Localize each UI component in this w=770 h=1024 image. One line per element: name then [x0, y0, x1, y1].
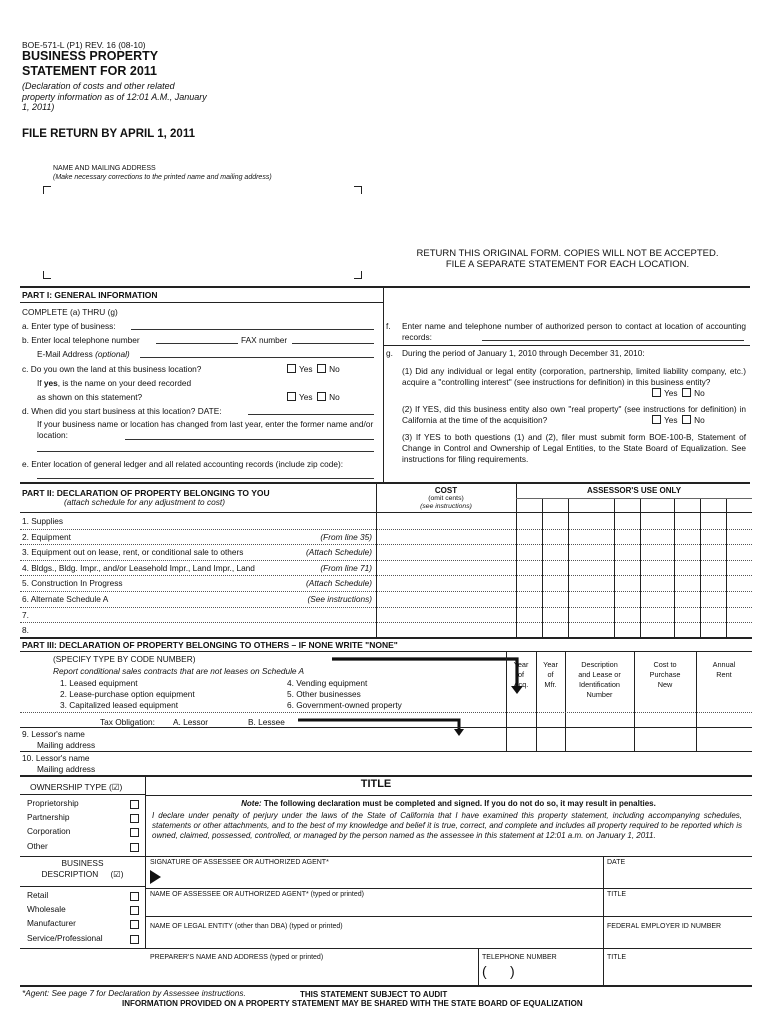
option-label: Retail: [27, 890, 49, 900]
title-field[interactable]: [607, 900, 747, 914]
arrow-to-columns-icon: [330, 652, 530, 702]
note-label: Note:: [241, 799, 262, 808]
option-label: Other: [27, 840, 48, 851]
col-annual-rent: [696, 660, 752, 680]
divider: [20, 712, 752, 713]
declaration-text: I declare under penalty of perjury under the laws of the State of California that I have examined this property statement, including accompanying schedules, statements or other attachments, and to the best of my knowledge and belief it is true, correct, and complete and includes all property required to be reported which is owned, claimed, possessed, controlled, or managed by the person named as the assessee in this statement at 12:01 a.m. on January 1, 2011.: [152, 811, 742, 840]
lessor-10-address: Mailing address: [37, 764, 96, 774]
cost-input[interactable]: [378, 515, 514, 528]
see-text: (see instructions): [420, 503, 472, 510]
q-b-label: b. Enter local telephone number: [22, 335, 140, 345]
footer-agent-note: *Agent: See page 7 for Declaration by Assessee instructions.: [22, 988, 246, 998]
q-c-as: as shown on this statement?: [37, 392, 143, 402]
part2-subtitle: (attach schedule for any adjustment to cost): [64, 497, 225, 507]
column-divider: [603, 916, 604, 948]
return-notice: [390, 248, 745, 270]
business-type-input[interactable]: [131, 329, 374, 330]
fein-label: FEDERAL EMPLOYER ID NUMBER: [607, 923, 722, 930]
option-label: Partnership: [27, 812, 70, 823]
fein-field[interactable]: [607, 932, 747, 946]
cost-input[interactable]: [378, 577, 514, 590]
divider: [20, 794, 145, 795]
name-address-label: NAME AND MAILING ADDRESS: [53, 165, 156, 172]
email-input[interactable]: [140, 357, 374, 358]
part2-row-note: (Attach Schedule): [306, 547, 372, 558]
no-text: No: [694, 388, 705, 398]
business-description-title: [20, 858, 145, 880]
cost-input[interactable]: [378, 593, 514, 606]
grid-line: [700, 498, 701, 639]
divider: [20, 886, 145, 887]
divider: [20, 751, 752, 752]
q-g-text: During the period of January 1, 2010 through December 31, 2010:: [402, 348, 645, 358]
part2-row-label: 4. Bldgs., Bldg. Impr., and/or Leasehold Impr., Land Impr., Land: [22, 562, 255, 573]
option-checkbox[interactable]: [130, 828, 139, 837]
declaration-title: TITLE: [360, 778, 392, 790]
lessee-option[interactable]: B. Lessee: [248, 717, 285, 727]
preparer-label: PREPARER'S NAME AND ADDRESS (typed or printed): [150, 954, 324, 961]
date-field[interactable]: [607, 868, 747, 886]
deadline: FILE RETURN BY APRIL 1, 2011: [22, 128, 195, 140]
type-6: 6. Government-owned property: [287, 700, 402, 710]
corner-mark: [354, 186, 362, 194]
yes-text: Yes: [664, 388, 678, 398]
grid-line: [542, 498, 543, 639]
title2-label: TITLE: [607, 954, 627, 961]
name-address-note: (Make necessary corrections to the printed name and mailing address): [53, 174, 272, 181]
former-name-input[interactable]: [125, 439, 374, 440]
hdr-line: Acq.: [513, 680, 529, 689]
q-f-num: f.: [386, 321, 391, 331]
g2-options: [652, 415, 705, 425]
col-cost-new: [634, 660, 696, 690]
signature-label: SIGNATURE OF ASSESSEE OR AUTHORIZED AGENT*: [150, 859, 329, 866]
part2-title: PART II: DECLARATION OF PROPERTY BELONGING TO YOU: [22, 488, 270, 498]
q-g3-text: (3) If YES to both questions (1) and (2), filer must submit form BOE-100-B, Statement of Change in Control and Ownership of Legal Entities, to the State Board of Equalization. See instructions for filing requirements.: [402, 432, 746, 464]
lessor-10-input[interactable]: [112, 753, 506, 775]
lessor-9-input[interactable]: [112, 729, 506, 751]
cost-input[interactable]: [378, 609, 514, 622]
footer-shared: INFORMATION PROVIDED ON A PROPERTY STATEMENT MAY BE SHARED WITH THE STATE BOARD OF EQUALIZATION: [122, 999, 583, 1008]
part2-row: [22, 514, 375, 529]
grid-line: [726, 498, 727, 639]
hdr-line: Year: [543, 660, 558, 669]
q-c-label: c. Do you own the land at this business location?: [22, 364, 202, 374]
lessor-option[interactable]: A. Lessor: [173, 717, 209, 727]
land-owned-options: [287, 364, 340, 374]
legal-entity-field[interactable]: [150, 932, 600, 946]
type-3: 3. Capitalized leased equipment: [60, 700, 179, 710]
hdr-line: Mfr.: [544, 680, 557, 689]
part2-row: [22, 561, 375, 576]
optional-text: (optional): [95, 349, 130, 359]
no-text: No: [329, 364, 340, 374]
g1-yes-checkbox[interactable]: [652, 388, 661, 397]
option-checkbox[interactable]: [130, 892, 139, 901]
grid-line: [640, 498, 641, 639]
g1-no-checkbox[interactable]: [682, 388, 691, 397]
ownership-title: OWNERSHIP TYPE (☑): [30, 782, 123, 792]
hdr-line: Rent: [716, 670, 732, 679]
divider: [145, 856, 752, 857]
divider: [20, 985, 752, 987]
q-g2-text: (2) If YES, did this business entity also own "real property" (see instructions for definition) in California at the time of the acquisition?: [402, 404, 746, 425]
part3-title: PART III: DECLARATION OF PROPERTY BELONGING TO OTHERS – IF NONE WRITE "NONE": [22, 640, 398, 650]
hdr-line: Identification: [579, 680, 620, 689]
part2-row: [22, 576, 375, 591]
assessor-header: ASSESSOR'S USE ONLY: [586, 486, 682, 495]
date-label: DATE: [607, 859, 626, 866]
return-line2: FILE A SEPARATE STATEMENT FOR EACH LOCATION.: [445, 259, 690, 270]
fax-input[interactable]: [292, 343, 374, 344]
no-text: No: [329, 392, 340, 402]
part2-row: [22, 623, 375, 638]
bd-title2: DESCRIPTION: [41, 869, 99, 879]
part2-row-label: 8.: [22, 625, 29, 636]
former-location-input[interactable]: [37, 451, 374, 452]
cost-input[interactable]: [378, 546, 514, 559]
hdr-line: Cost to: [653, 660, 677, 669]
grid-line: [614, 498, 615, 639]
deed-options: [287, 392, 340, 402]
signature-field[interactable]: [166, 867, 600, 885]
q-f-text: Enter name and telephone number of authorized person to contact at location of accounting records:: [402, 321, 746, 342]
option-label: Service/Professional: [27, 932, 103, 943]
tax-obligation-label: Tax Obligation:: [100, 717, 155, 727]
email-text: E-Mail Address: [37, 349, 93, 359]
option-label: Proprietorship: [27, 798, 79, 808]
divider: [145, 795, 752, 796]
q-e-label: e. Enter location of general ledger and all related accounting records (include zip code):: [22, 459, 344, 469]
land-no-checkbox[interactable]: [317, 364, 326, 373]
column-divider: [603, 948, 604, 985]
cost-input[interactable]: [378, 562, 514, 575]
g1-options: [652, 388, 705, 398]
part2-row-label: 1. Supplies: [22, 516, 64, 526]
q-a-label: a. Enter type of business:: [22, 321, 116, 331]
q-d-note: If your business name or location has changed from last year, enter the former name and/or location:: [37, 419, 374, 440]
title-label: TITLE: [607, 891, 627, 898]
bd-check-hint: (☑): [110, 869, 124, 879]
bd-title1: BUSINESS: [61, 858, 104, 868]
ledger-location-input[interactable]: [37, 478, 374, 479]
part2-row: [22, 608, 375, 623]
corner-mark: [354, 271, 362, 279]
part3-specify: (SPECIFY TYPE BY CODE NUMBER): [53, 654, 196, 664]
part1-complete: COMPLETE (a) THRU (g): [22, 307, 118, 317]
divider: [20, 286, 750, 288]
hdr-line: New: [657, 680, 673, 689]
q-g-num: g.: [386, 348, 393, 358]
part2-row-label: 2. Equipment: [22, 531, 71, 542]
hdr-line: Purchase: [649, 670, 681, 679]
preparer-telephone-field[interactable]: ( ): [482, 963, 515, 979]
option-checkbox[interactable]: [130, 843, 139, 852]
cost-header: COST: [434, 486, 458, 495]
type-5: 5. Other businesses: [287, 689, 361, 699]
divider: [20, 856, 145, 857]
hdr-line: Year: [513, 660, 529, 669]
divider: [20, 512, 752, 513]
part3-report: Report conditional sales contracts that are not leases on Schedule A: [53, 666, 305, 676]
column-divider: [478, 948, 479, 985]
q-d-label: d. When did you start business at this location? DATE:: [22, 406, 222, 416]
lessor-9-name: 9. Lessor's name: [22, 729, 85, 739]
option-label: Manufacturer: [27, 918, 76, 929]
email-label: [37, 349, 130, 359]
part2-row-note: (See instructions): [307, 594, 372, 604]
col-description: [565, 660, 634, 700]
telephone-input[interactable]: [156, 343, 238, 344]
hdr-line: Description: [581, 660, 618, 669]
option-checkbox[interactable]: [130, 920, 139, 929]
divider: [20, 948, 752, 949]
divider: [20, 637, 752, 639]
no-text: No: [694, 415, 705, 425]
corner-mark: [43, 186, 51, 194]
part2-row: [22, 592, 375, 607]
col-year-mfr: [536, 660, 565, 690]
contact-person-input[interactable]: [482, 340, 744, 341]
divider: [20, 727, 752, 728]
preparer-field[interactable]: [150, 963, 475, 983]
option-label: Corporation: [27, 826, 71, 837]
g2-yes-checkbox[interactable]: [652, 415, 661, 424]
divider: [383, 345, 750, 346]
part2-row: [22, 545, 375, 560]
name-address-field[interactable]: [58, 192, 348, 270]
option-checkbox[interactable]: [130, 935, 139, 944]
hdr-line: Annual: [712, 660, 736, 669]
preparer-title-field[interactable]: [607, 963, 747, 983]
fax-label: FAX number: [241, 335, 288, 345]
form-subtitle: (Declaration of costs and other related property information as of 12:01 A.M., January 1, 2011): [22, 81, 207, 112]
column-divider: [603, 888, 604, 916]
hdr-line: Number: [586, 690, 613, 699]
legal-entity-label: NAME OF LEGAL ENTITY (other than DBA) (typed or printed): [150, 923, 343, 930]
start-date-input[interactable]: [248, 414, 374, 415]
q-c-if-text: If yes, is the name on your deed recorded: [37, 378, 192, 388]
type-2: 2. Lease-purchase option equipment: [60, 689, 195, 699]
note-text: The following declaration must be completed and signed. If you do not do so, it may result in penalties.: [263, 799, 656, 808]
sign-here-arrow-icon: [150, 870, 162, 884]
return-line1: RETURN THIS ORIGINAL FORM. COPIES WILL NOT BE ACCEPTED.: [416, 248, 719, 259]
omit-text: (omit cents): [428, 495, 464, 502]
q-c-if: [37, 378, 191, 388]
grid-line: [674, 498, 675, 639]
assessee-name-label: NAME OF ASSESSEE OR AUTHORIZED AGENT* (typed or printed): [150, 891, 364, 898]
part2-row-label: 7.: [22, 609, 29, 620]
telephone-label: TELEPHONE NUMBER: [482, 954, 557, 961]
declaration-note: [145, 799, 752, 808]
part2-row-label: 3. Equipment out on lease, rent, or conditional sale to others: [22, 547, 244, 558]
yes-text: Yes: [299, 364, 313, 374]
grid-line: [516, 498, 752, 499]
yes-text: Yes: [664, 415, 678, 425]
g2-no-checkbox[interactable]: [682, 415, 691, 424]
option-checkbox[interactable]: [130, 814, 139, 823]
divider: [20, 302, 383, 303]
hdr-line: and Lease or: [578, 670, 621, 679]
form-id: BOE-571-L (P1) REV. 16 (08-10): [22, 40, 146, 50]
land-yes-checkbox[interactable]: [287, 364, 296, 373]
col-year-acq: [506, 660, 536, 690]
q-g1-text: (1) Did any individual or legal entity (corporation, partnership, limited liability company, etc.) acquire a "controlling interest" (see instructions for definition) in this business entity?: [402, 366, 746, 387]
deed-no-checkbox[interactable]: [317, 392, 326, 401]
yes-text: Yes: [299, 392, 313, 402]
column-divider: [383, 286, 384, 482]
type-1: 1. Leased equipment: [60, 678, 138, 688]
cost-input[interactable]: [378, 531, 514, 544]
part2-row-note: (Attach Schedule): [306, 578, 372, 589]
part2-row: [22, 530, 375, 545]
form-title-line1: BUSINESS PROPERTY: [22, 49, 159, 63]
footer-audit: THIS STATEMENT SUBJECT TO AUDIT: [300, 990, 448, 999]
hdr-line: of: [517, 670, 525, 679]
part2-row-label: 5. Construction In Progress: [22, 578, 123, 589]
column-divider: [603, 856, 604, 888]
part1-title: PART I: GENERAL INFORMATION: [22, 290, 158, 300]
lessor-10-name: 10. Lessor's name: [22, 753, 90, 763]
cost-input[interactable]: [378, 624, 514, 637]
assessee-name-field[interactable]: [150, 900, 600, 914]
deed-yes-checkbox[interactable]: [287, 392, 296, 401]
divider: [145, 916, 752, 917]
option-checkbox[interactable]: [130, 800, 139, 809]
option-checkbox[interactable]: [130, 906, 139, 915]
option-label: Wholesale: [27, 904, 66, 915]
part2-row-label: 6. Alternate Schedule A: [22, 594, 109, 604]
part2-row-note: (From line 35): [320, 531, 372, 542]
hdr-line: of: [547, 670, 554, 679]
corner-mark: [43, 271, 51, 279]
divider: [20, 775, 752, 777]
form-title-line2: STATEMENT FOR 2011: [22, 64, 157, 78]
divider: [145, 888, 752, 889]
type-4: 4. Vending equipment: [287, 678, 368, 688]
cost-sub: [376, 495, 516, 511]
grid-line: [568, 498, 569, 639]
lessor-9-address: Mailing address: [37, 740, 96, 750]
part2-row-note: (From line 71): [320, 562, 372, 573]
